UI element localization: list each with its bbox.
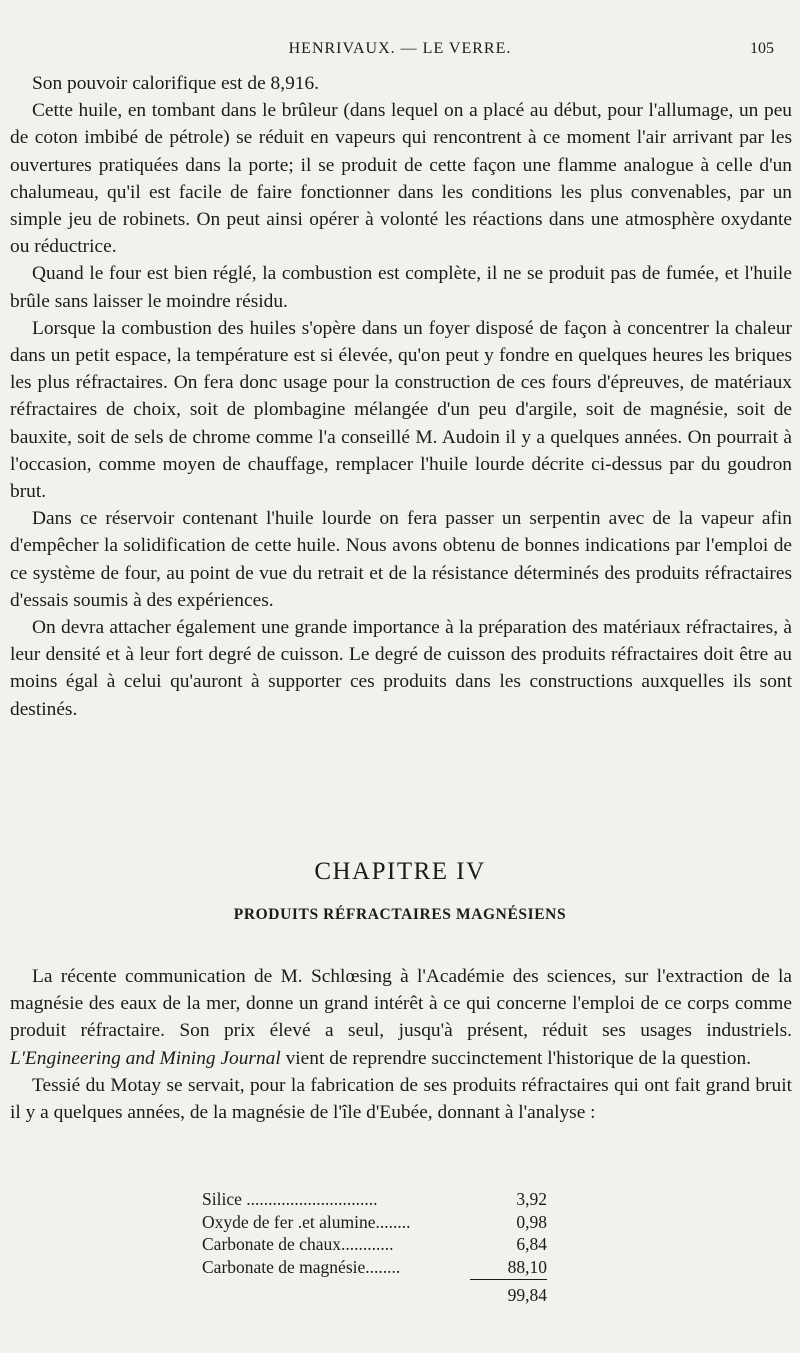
paragraph-preparation: On devra attacher également une grande importance à la préparation des matériaux réfractaires, à leur densité et à leur fort degré de cuisson. Le degré de cuisson des produits réfractaires doit être au moins égal à celui qu'auront à supporter ces produits dans les constructions auxquelles ils sont destinés. <box>10 617 792 720</box>
chapter-title: CHAPITRE IV <box>314 858 486 885</box>
analysis-value: 88,10 <box>507 1256 547 1277</box>
analysis-total: 99,84 <box>507 1285 547 1305</box>
chapter-subtitle: PRODUITS RÉFRACTAIRES MAGNÉSIENS <box>233 906 567 923</box>
body-text <box>10 70 792 723</box>
paragraph-combustion: Quand le four est bien réglé, la combustion est complète, il ne se produit pas de fumée, et l'huile brûle sans laisser le moindre résidu. <box>10 263 792 312</box>
paragraph-schloesing <box>10 963 792 1072</box>
analysis-label: Silice .............................. <box>202 1189 378 1209</box>
analysis-value: 0,98 <box>516 1211 547 1232</box>
page-number: 105 <box>750 40 774 57</box>
running-title: HENRIVAUX. — LE VERRE. <box>288 40 512 57</box>
analysis-row <box>202 1188 547 1211</box>
analysis-table <box>202 1188 547 1305</box>
running-head <box>0 40 800 66</box>
paragraph-burner: Cette huile, en tombant dans le brûleur (dans lequel on a placé au début, pour l'allumage, un peu de coton imbibé de pétrole) se réduit en vapeurs qui rencontrent à ce moment l'air arrivant par les ouvertures pratiquées dans la porte; il se produit de cette façon une flamme analogue à celle d'un chalumeau, qu'il est facile de faire fonctionner dans les conditions les plus convenables, par un simple jeu de robinets. On peut ainsi opérer à volonté les réactions dans une atmosphère oxydante ou réductrice. <box>10 100 792 258</box>
analysis-row <box>202 1256 547 1279</box>
paragraph-schloesing-start: La récente communication de M. Schlœsing à l'Académie des sciences, sur l'extraction de la magnésie des eaux de la mer, donne un grand intérêt à ce qui concerne l'emploi de ce corps comme produit réfractaire. Son prix élevé a seul, jusqu'à présent, réduit ses usages industriels. <box>10 966 792 1042</box>
analysis-label: Carbonate de chaux............ <box>202 1234 394 1254</box>
paragraph-furnace-materials: Lorsque la combustion des huiles s'opère dans un foyer disposé de façon à concentrer la chaleur dans un petit espace, la température est si élevée, qu'on peut y fondre en quelques heures les briques les plus réfractaires. On fera donc usage pour la construction de ces fours d'épreuves, de matériaux réfractaires de choix, soit de plombagine mélangée d'un peu d'argile, soit de magnésie, soit de bauxite, soit de sels de chrome comme l'a conseillé M. Audoin il y a quelques années. On pourrait à l'occasion, comme moyen de chauffage, remplacer l'huile lourde décrite ci-dessus par du goudron brut. <box>10 317 792 503</box>
analysis-row <box>202 1233 547 1256</box>
chapter-text <box>10 963 792 1126</box>
journal-title: L'Engineering and Mining Journal <box>10 1047 281 1069</box>
total-rule <box>470 1279 547 1280</box>
analysis-label: Oxyde de fer .et alumine........ <box>202 1211 411 1232</box>
paragraph-reservoir: Dans ce réservoir contenant l'huile lourde on fera passer un serpentin avec de la vapeur afin d'empêcher la solidification de cette huile. Nous avons obtenu de bonnes indications par l'emploi de ce système de four, au point de vue du retrait et de la résistance déterminés des produits réfractaires d'essais soumis à des expériences. <box>10 508 792 611</box>
analysis-label: Carbonate de magnésie........ <box>202 1256 401 1277</box>
paragraph-schloesing-end: vient de reprendre succinctement l'historique de la question. <box>280 1047 752 1069</box>
analysis-row <box>202 1211 547 1234</box>
analysis-value: 3,92 <box>516 1189 547 1209</box>
paragraph-calorific-power: Son pouvoir calorifique est de 8,916. <box>32 73 320 94</box>
analysis-value: 6,84 <box>516 1234 547 1254</box>
paragraph-tessie-du-motay: Tessié du Motay se servait, pour la fabrication de ses produits réfractaires qui ont fait grand bruit il y a quelques années, de la magnésie de l'île d'Eubée, donnant à l'analyse : <box>10 1074 792 1124</box>
